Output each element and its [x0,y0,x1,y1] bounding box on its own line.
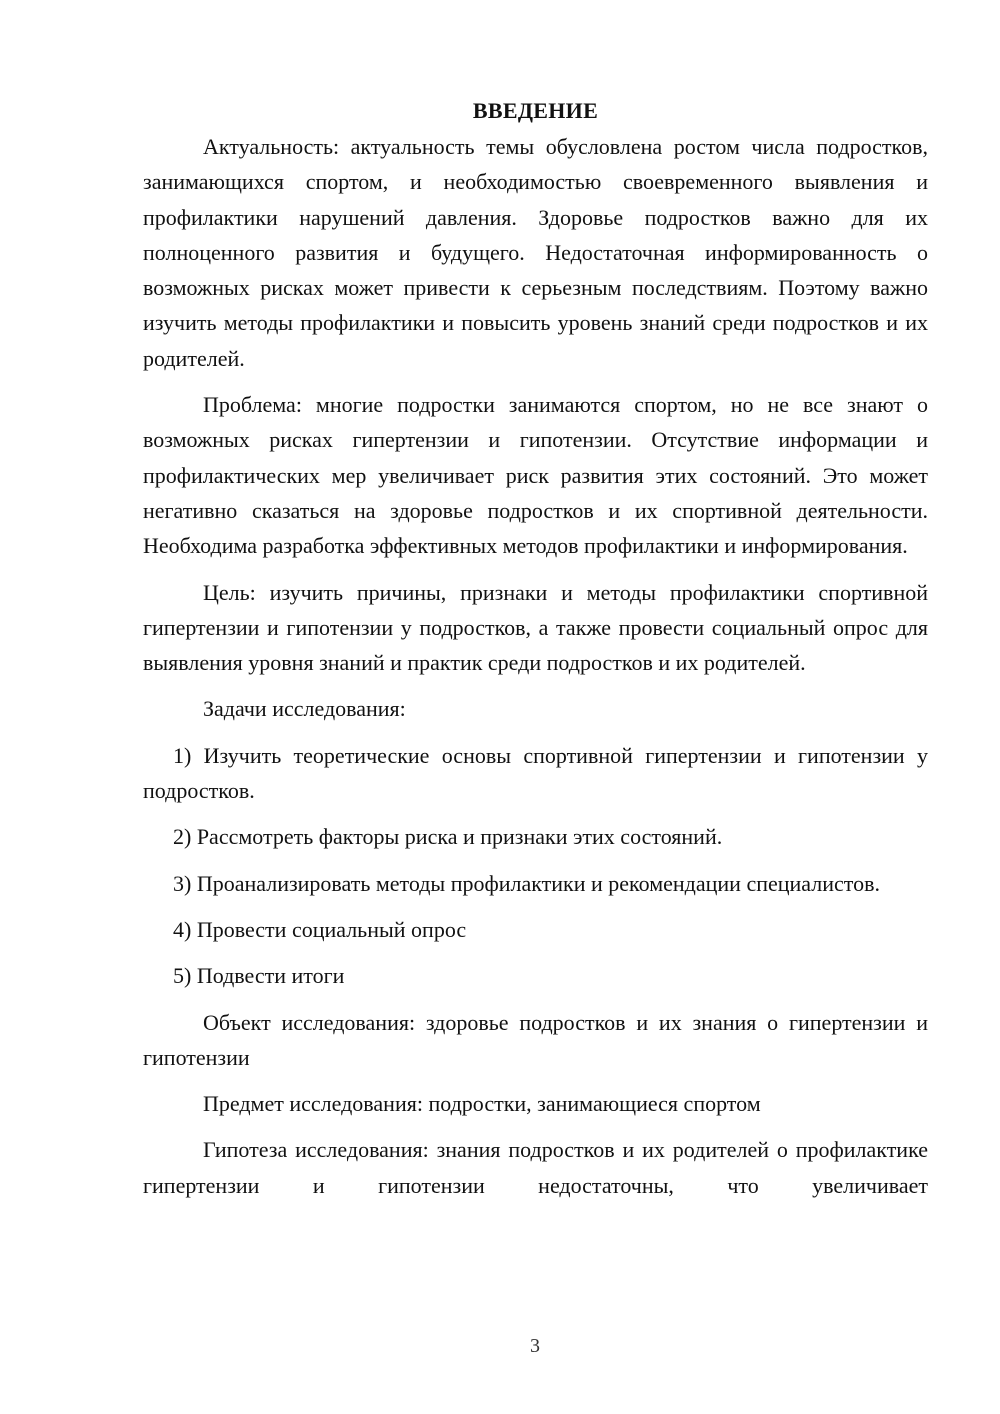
problem-paragraph: Проблема: многие подростки занимаются спортом, но не все знают о возможных рисках гипертензии и гипотензии. Отсутствие информации и профилактических мер увеличивает риск развития этих состояний. Это может негативно сказаться на здоровье подростков и их спортивной деятельности. Необходима разработка эффективных методов профилактики и информирования. [143,392,928,559]
document-page [143,96,928,1214]
object-paragraph: Объект исследования: здоровье подростков и их знания о гипертензии и гипотензии [143,1009,928,1070]
tasks-heading: Задачи исследования: [203,696,406,722]
task-item-4: 4) Провести социальный опрос [173,916,467,942]
task-item-2: 2) Рассмотреть факторы риска и признаки этих состояний. [173,824,723,850]
hypothesis-paragraph: Гипотеза исследования: знания подростков и их родителей о профилактике гипертензии и гипотензии недостаточны, что увеличивает [143,1137,928,1198]
goal-paragraph: Цель: изучить причины, признаки и методы профилактики спортивной гипертензии и гипотензии у подростков, а также провести социальный опрос для выявления уровня знаний и практик среди подростков и их родителей. [143,579,928,676]
task-item-5: 5) Подвести итоги [173,963,345,989]
task-item-1: 1) Изучить теоретические основы спортивной гипертензии и гипотензии у подростков. [143,742,928,804]
page-number: 3 [530,1335,540,1357]
task-item-3: 3) Проанализировать методы профилактики и рекомендации специалистов. [173,870,880,896]
page-title: ВВЕДЕНИЕ [472,98,599,123]
subject-paragraph: Предмет исследования: подростки, занимающиеся спортом [203,1091,761,1117]
relevance-paragraph: Актуальность: актуальность темы обусловлена ростом числа подростков, занимающихся спортом, и необходимостью своевременного выявления и профилактики нарушений давления. Здоровье подростков важно для их полноценного развития и будущего. Недостаточная информированность о возможных рисках может привести к серьезным последствиям. Поэтому важно изучить методы профилактики и повысить уровень знаний среди подростков и их родителей. [143,134,928,371]
